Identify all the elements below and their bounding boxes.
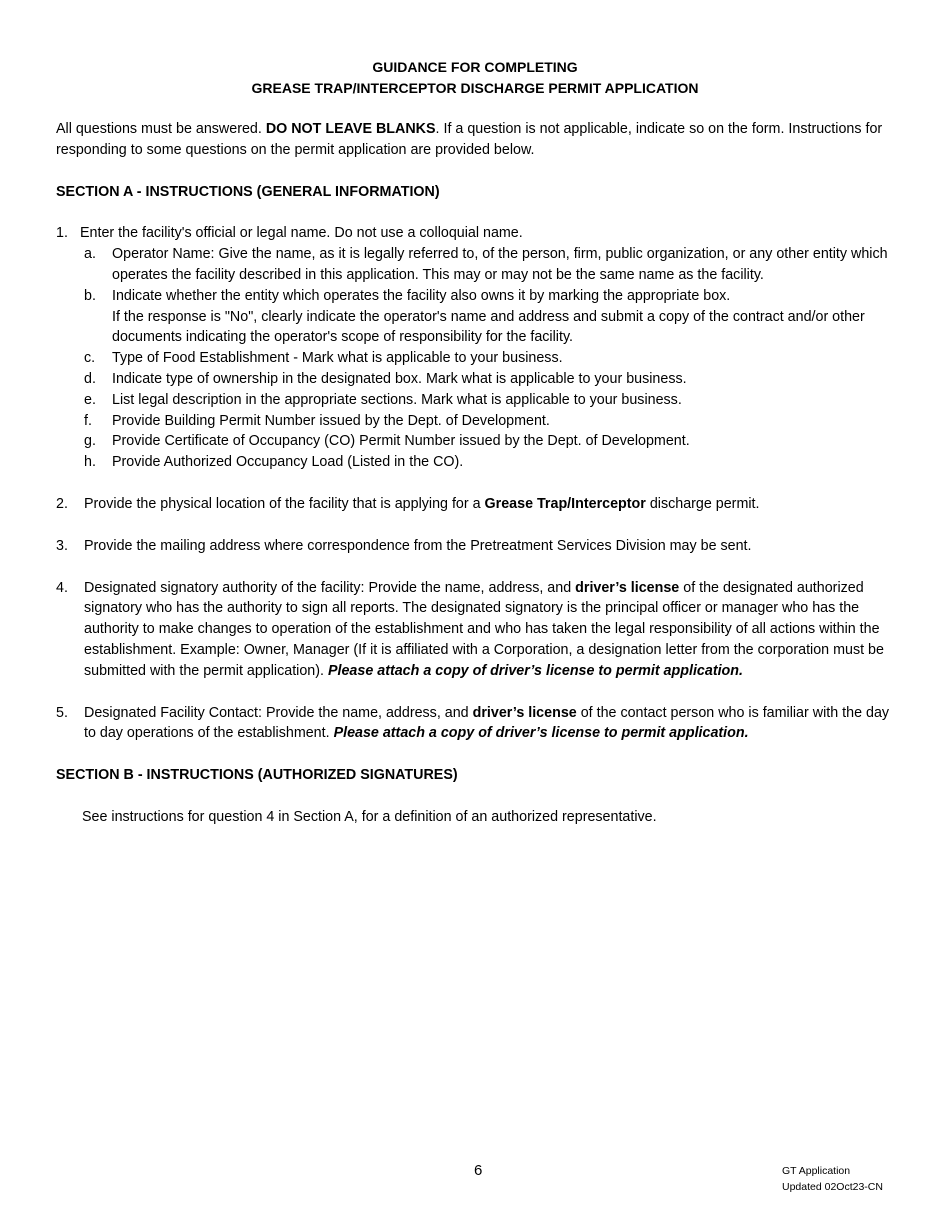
subitem-letter: g.: [84, 433, 96, 450]
subitem-letter: f.: [84, 412, 92, 429]
item-number: 3.: [56, 537, 68, 554]
subitem-letter: c.: [84, 350, 96, 367]
footer-doc-name: GT Application: [782, 1165, 851, 1177]
section-a-item-4: [56, 578, 894, 682]
item-5-attach-notice: Please attach a copy of driver’s license to permit application.: [333, 725, 749, 742]
subitem-letter: b.: [84, 287, 96, 304]
section-a-item-1: [56, 223, 894, 244]
item-2-text: [84, 494, 894, 515]
item-4-bold-text: driver’s license: [575, 579, 680, 596]
item-5-text-2: of the contact person who is familiar with the day to day operations of the establishment.: [84, 704, 890, 742]
title-line-2: GREASE TRAP/INTERCEPTOR DISCHARGE PERMIT APPLICATION: [251, 79, 699, 96]
subitem-c: [56, 348, 894, 369]
footer-updated: Updated 02Oct23-CN: [782, 1180, 883, 1193]
subitem-a: [56, 244, 894, 286]
subitem-letter: a.: [84, 246, 96, 263]
item-number: 1.: [56, 225, 68, 242]
intro-bold-text: DO NOT LEAVE BLANKS: [265, 121, 436, 137]
subitem-letter: h.: [84, 454, 96, 471]
item-1-subitems: [56, 244, 894, 473]
item-4-text-1: Designated signatory authority of the facility: Provide the name, address, and: [84, 579, 576, 596]
document-title: [56, 57, 894, 98]
item-5-text-1: Designated Facility Contact: Provide the name, address, and: [84, 704, 473, 721]
subitem-letter: e.: [84, 391, 96, 408]
page-number: 6: [474, 1162, 483, 1179]
subitem-text: Operator Name: Give the name, as it is legally referred to, of the person, firm, public organization, or any other entity which operates the facility described in this application. This may or may not be the same name as the facility.: [112, 246, 888, 283]
intro-text-2: . If a question is not applicable, indicate so on the form. Instructions for responding to some questions on the permit application are provided below.: [56, 121, 883, 158]
subitem-b: [56, 286, 894, 348]
item-2-bold-text: Grease Trap/Interceptor: [484, 495, 646, 512]
item-4-text: [84, 578, 894, 682]
subitem-g: [56, 431, 894, 452]
item-4-text-2: of the designated authorized signatory who has the authority to sign all reports. The designated signatory is the principal officer or manager who has the authority to make changes to operation of the establishment and who has taken the legal responsibility of all actions within the establishment. Example: Owner, Manager (If it is affiliated with a Corporation, a designation letter from the corporation must be submitted with the permit application).: [84, 579, 884, 679]
item-number: 2.: [56, 495, 68, 512]
item-1-text: Enter the facility's official or legal name. Do not use a colloquial name.: [80, 225, 523, 242]
section-b-text: See instructions for question 4 in Section A, for a definition of an authorized representative.: [82, 808, 657, 825]
subitem-letter: d.: [84, 370, 96, 387]
item-2-text-1: Provide the physical location of the facility that is applying for a: [84, 495, 485, 512]
subitem-text: Provide Certificate of Occupancy (CO) Permit Number issued by the Dept. of Development.: [112, 433, 690, 450]
subitem-text: List legal description in the appropriate sections. Mark what is applicable to your business.: [112, 391, 682, 408]
section-b-heading: SECTION B - INSTRUCTIONS (AUTHORIZED SIGNATURES): [56, 767, 458, 784]
subitem-h: [56, 452, 894, 473]
section-a-item-2: [56, 494, 894, 515]
subitem-text: Provide Building Permit Number issued by the Dept. of Development.: [112, 412, 550, 429]
section-a-item-5: [56, 703, 894, 745]
subitem-e: [56, 390, 894, 411]
item-number: 5.: [56, 704, 68, 721]
subitem-text: Provide Authorized Occupancy Load (Listed in the CO).: [112, 454, 464, 471]
item-5-text: [84, 703, 894, 745]
item-2-text-2: discharge permit.: [645, 495, 760, 512]
subitem-text: Type of Food Establishment - Mark what is applicable to your business.: [112, 350, 563, 367]
item-5-bold-text: driver’s license: [472, 704, 577, 721]
item-4-attach-notice: Please attach a copy of driver’s license to permit application.: [327, 662, 743, 679]
subitem-text: Indicate whether the entity which operates the facility also owns it by marking the appropriate box.: [112, 287, 731, 304]
intro-text-1: All questions must be answered.: [56, 121, 266, 137]
intro-paragraph: [56, 119, 894, 161]
subitem-text-continued: If the response is "No", clearly indicate the operator's name and address and submit a copy of the contract and/or other documents indicating the operator's scope of responsibility for the facility.: [112, 308, 865, 346]
section-a-item-3: [56, 536, 894, 557]
footer-doc-info: [782, 1164, 883, 1195]
document-page: [56, 57, 894, 828]
subitem-text: Indicate type of ownership in the designated box. Mark what is applicable to your business.: [112, 370, 687, 387]
subitem-d: [56, 369, 894, 390]
section-a-heading: SECTION A - INSTRUCTIONS (GENERAL INFORMATION): [56, 183, 440, 200]
item-number: 4.: [56, 579, 68, 596]
title-line-1: GUIDANCE FOR COMPLETING: [372, 59, 578, 75]
item-3-text: Provide the mailing address where correspondence from the Pretreatment Services Division may be sent.: [84, 537, 752, 554]
subitem-f: [56, 411, 894, 432]
